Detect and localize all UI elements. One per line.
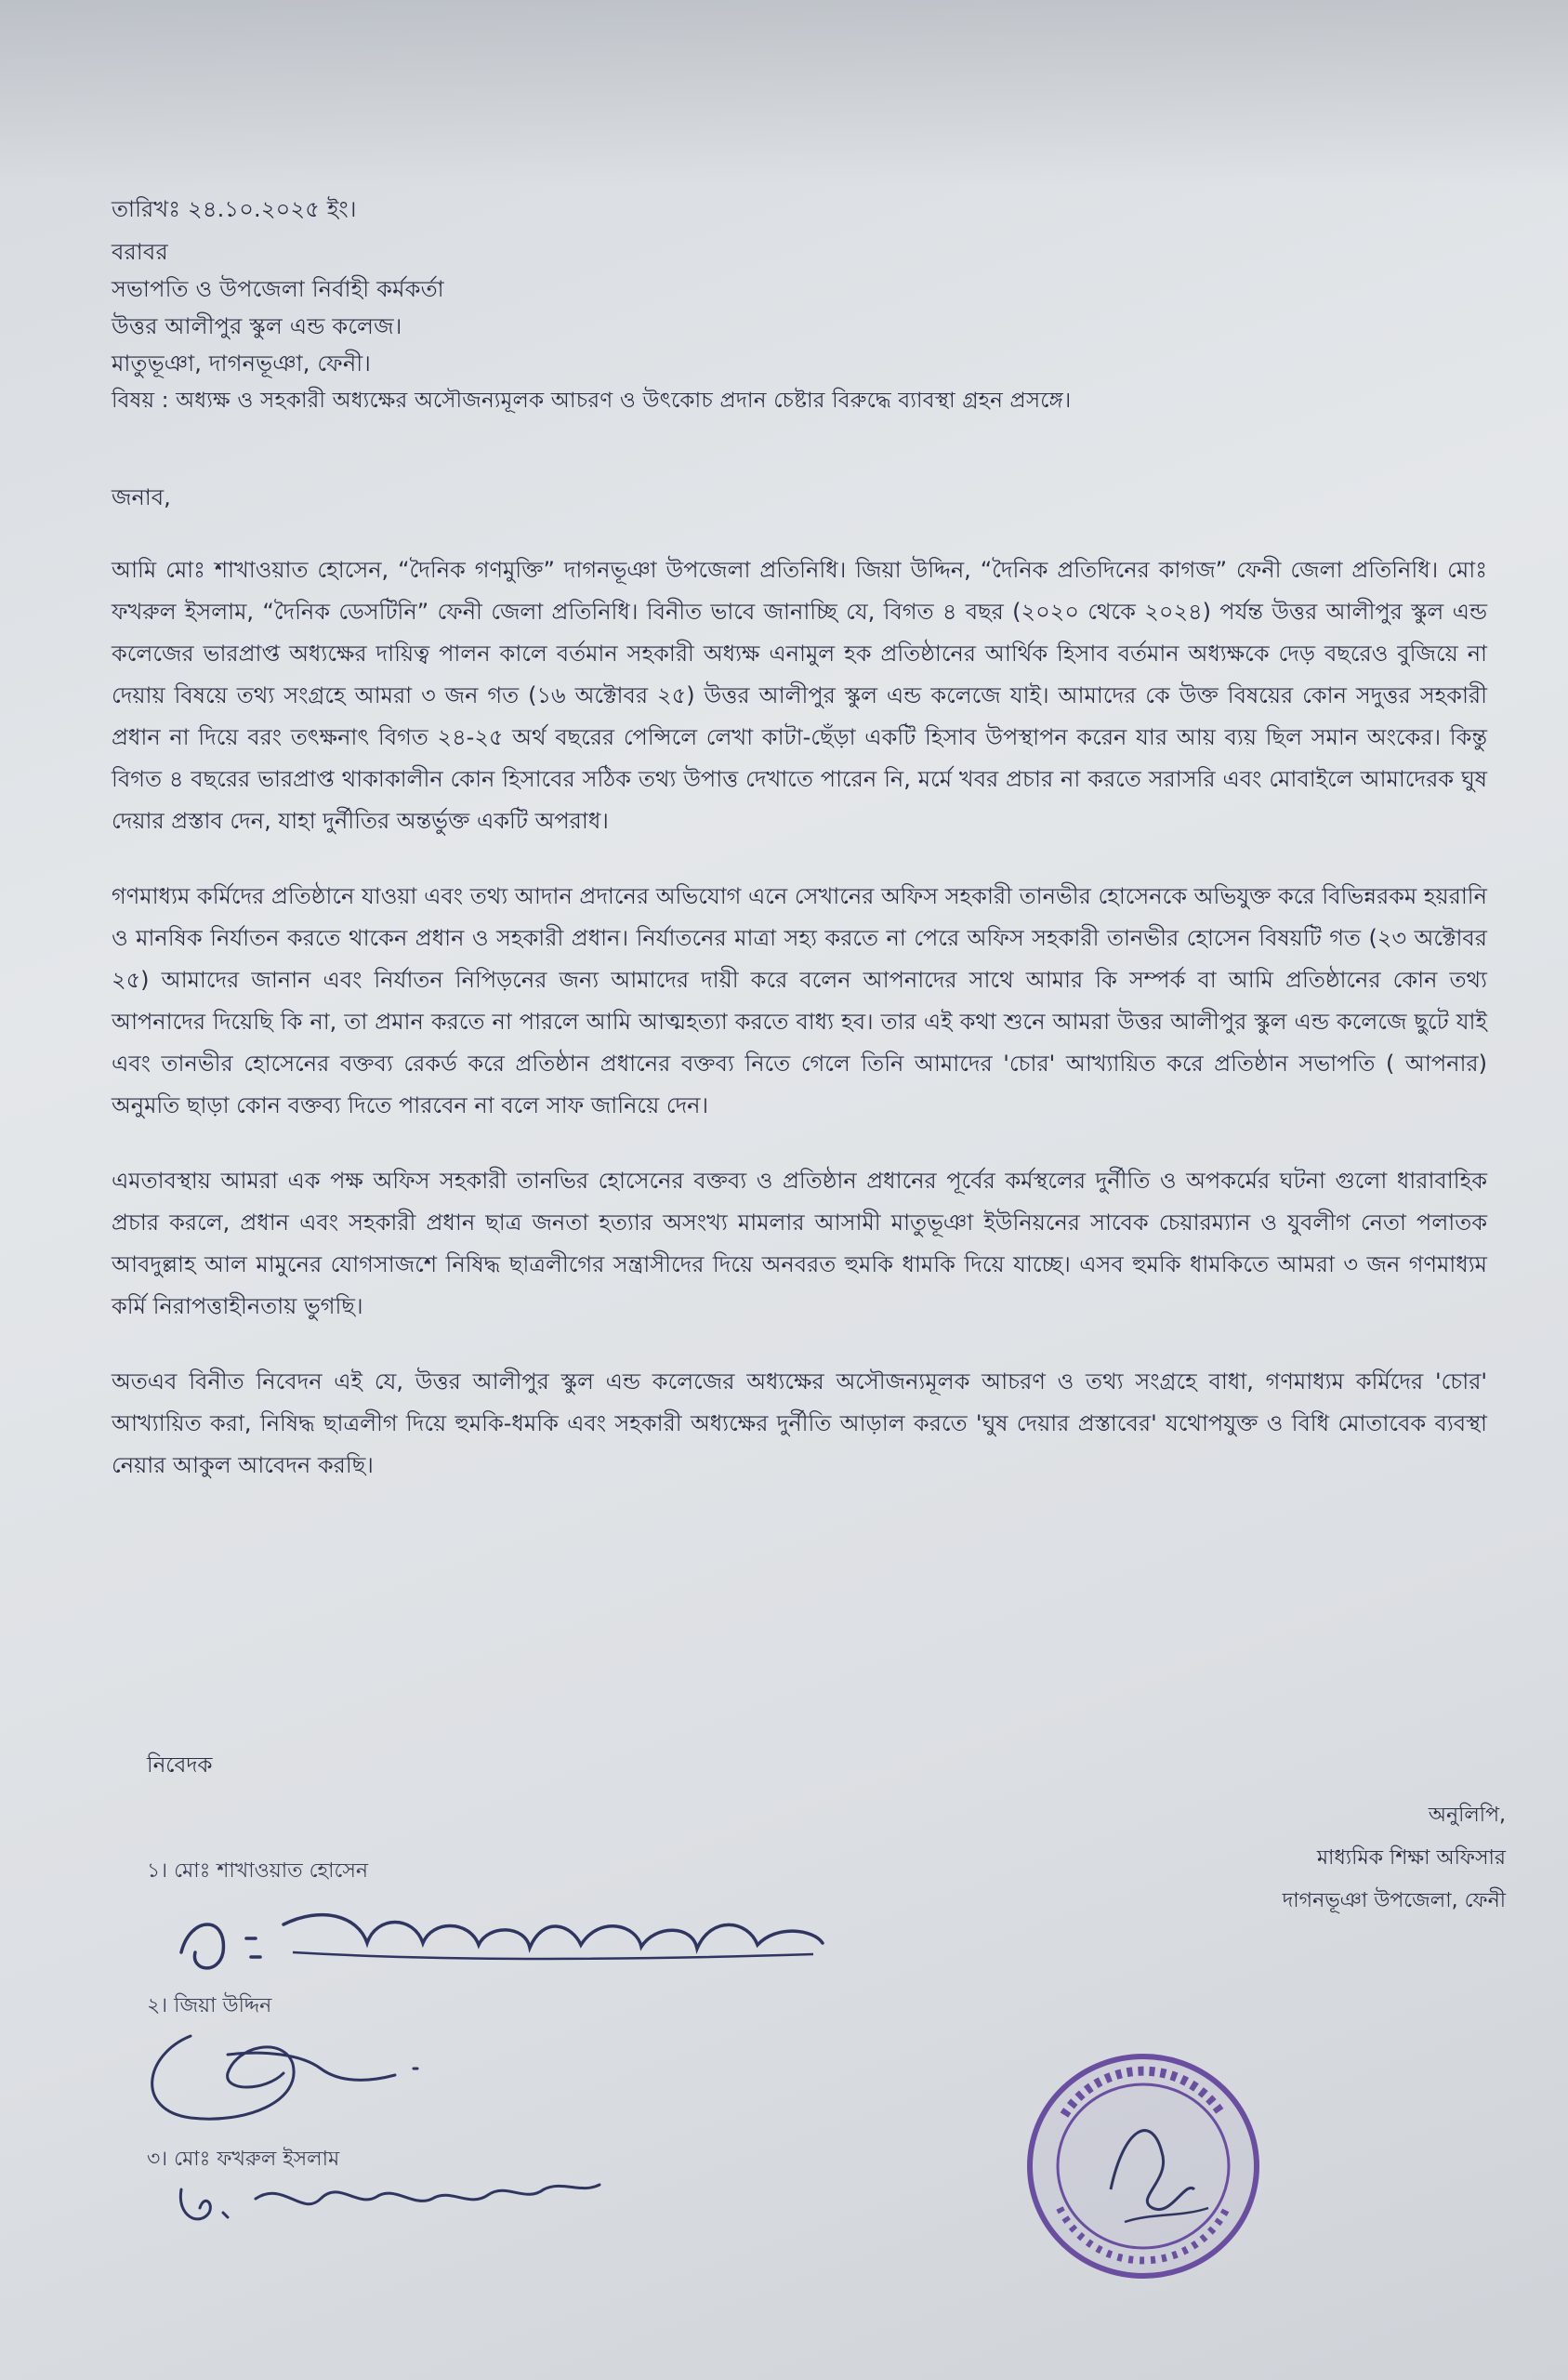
copy-to-line-2: দাগনভূঞা উপজেলা, ফেনী [1282, 1889, 1506, 1912]
letter-body [112, 191, 1487, 1520]
recipient-title: সভাপতি ও উপজেলা নির্বাহী কর্মকর্তা [112, 276, 444, 302]
signature-1 [172, 1887, 841, 1990]
signer-3-label: ৩। মোঃ ফখরুল ইসলাম [147, 2148, 340, 2171]
paragraph-3: এমতাবস্থায় আমরা এক পক্ষ অফিস সহকারী তানভির হোসেনের বক্তব্য ও প্রতিষ্ঠান প্রধানের পূর্বের কর্মস্থলের দুর্নীতি ও অপকর্মের ঘটনা গুলো ধারাবাহিক প্রচার করলে, প্রধান এবং সহকারী প্রধান ছাত্র জনতা হত্যার অসংখ্য মামলার আসামী মাতুভূঞা ইউনিয়নের সাবেক চেয়ারম্যান ও যুবলীগ নেতা পলাতক আবদুল্লাহ আল মামুনের যোগসাজশে নিষিদ্ধ ছাত্রলীগের সন্ত্রাসীদের দিয়ে অনবরত হুমকি ধামকি দিয়ে যাচ্ছে। এসব হুমকি ধামকিতে আমরা ৩ জন গণমাধ্যম কর্মি নিরাপত্তাহীনতায় ভুগছি। [112, 1168, 1487, 1319]
recipient-address: মাতুভূঞা, দাগনভূঞা, ফেনী। [112, 350, 372, 377]
copy-to-label: অনুলিপি, [1428, 1804, 1506, 1827]
paragraph-2: গণমাধ্যম কর্মিদের প্রতিষ্ঠানে যাওয়া এবং তথ্য আদান প্রদানের অভিযোগ এনে সেখানের অফিস সহকারী তানভীর হোসেনকে অভিযুক্ত করে বিভিন্নরকম হয়রানি ও মানষিক নির্যাতন করতে থাকেন প্রধান ও সহকারী প্রধান। নির্যাতনের মাত্রা সহ্য করতে না পেরে অফিস সহকারী তানভীর হোসেন বিষয়টি গত (২৩ অক্টোবর ২৫) আমাদের জানান এবং নির্যাতন নিপিড়নের জন্য আমাদের দায়ী করে বলেন আপনাদের সাথে আমার কি সম্পর্ক বা আমি প্রতিষ্ঠানের কোন তথ্য আপনাদের দিয়েছি কি না, তা প্রমান করতে না পারলে আমি আত্মহত্যা করতে বাধ্য হব। তার এই কথা শুনে আমরা উত্তর আলীপুর স্কুল এন্ড কলেজে ছুটে যাই এবং তানভীর হোসেনের বক্তব্য রেকর্ড করে প্রতিষ্ঠান প্রধানের বক্তব্য নিতে গেলে তিনি আমাদের 'চোর' আখ্যায়িত করে প্রতিষ্ঠান সভাপতি ( আপনার) অনুমতি ছাড়া কোন বক্তব্য দিতে পারবেন না বলে সাফ জানিয়ে দেন। [112, 883, 1487, 1118]
letter-date: তারিখঃ ২৪.১০.২০২৫ ইং। [112, 196, 357, 222]
copy-to-line-1: মাধ্যমিক শিক্ষা অফিসার [1316, 1846, 1506, 1870]
signer-1-label: ১। মোঃ শাখাওয়াত হোসেন [147, 1859, 369, 1883]
salutation: জনাব, [112, 484, 171, 510]
paragraph-4: অতএব বিনীত নিবেদন এই যে, উত্তর আলীপুর স্কুল এন্ড কলেজের অধ্যক্ষের অসৌজন্যমূলক আচরণ ও তথ্য সংগ্রহে বাধা, গণমাধ্যম কর্মিদের 'চোর' আখ্যায়িত করা, নিষিদ্ধ ছাত্রলীগ দিয়ে হুমকি-ধমকি এবং সহকারী অধ্যক্ষের দুর্নীতি আড়াল করতে 'ঘুষ দেয়ার প্রস্তাবের' যথোপযুক্ত ও বিধি মোতাবেক ব্যবস্থা নেয়ার আকুল আবেদন করছি। [112, 1368, 1487, 1478]
photo-shadow [0, 0, 1568, 186]
signature-3 [172, 2162, 618, 2236]
official-stamp-icon [1022, 2050, 1264, 2282]
recipient-org: উত্তর আলীপুর স্কুল এন্ড কলেজ। [112, 313, 402, 339]
signature-2 [135, 1999, 432, 2129]
subject-line: বিষয় : অধ্যক্ষ ও সহকারী অধ্যক্ষের অসৌজন্যমূলক আচরণ ও উৎকোচ প্রদান চেষ্টার বিরুদ্ধে ব্যাবস্থা গ্রহন প্রসঙ্গে। [112, 389, 1072, 413]
paragraph-1: আমি মোঃ শাখাওয়াত হোসেন, “দৈনিক গণমুক্তি” দাগনভূঞা উপজেলা প্রতিনিধি। জিয়া উদ্দিন, “দৈনিক প্রতিদিনের কাগজ” ফেনী জেলা প্রতিনিধি। মোঃ ফখরুল ইসলাম, “দৈনিক ডেসটিনি” ফেনী জেলা প্রতিনিধি। বিনীত ভাবে জানাচ্ছি যে, বিগত ৪ বছর (২০২০ থেকে ২০২৪) পর্যন্ত উত্তর আলীপুর স্কুল এন্ড কলেজের ভারপ্রাপ্ত অধ্যক্ষের দায়িত্ব পালন কালে বর্তমান সহকারী অধ্যক্ষ এনামুল হক প্রতিষ্ঠানের আর্থিক হিসাব বর্তমান অধ্যক্ষকে দেড় বছরেও বুজিয়ে না দেয়ায় বিষয়ে তথ্য সংগ্রহে আমরা ৩ জন গত (১৬ অক্টোবর ২৫) উত্তর আলীপুর স্কুল এন্ড কলেজে যাই। আমাদের কে উক্ত বিষয়ের কোন সদুত্তর সহকারী প্রধান না দিয়ে বরং তৎক্ষনাৎ বিগত ২৪-২৫ অর্থ বছরের পেন্সিলে লেখা কাটা-ছেঁড়া একটি হিসাব উপস্থাপন করেন যার আয় ব্যয় ছিল সমান অংকের। কিন্তু বিগত ৪ বছরের ভারপ্রাপ্ত থাকাকালীন কোন হিসাবের সঠিক তথ্য উপাত্ত দেখাতে পারেন নি, মর্মে খবর প্রচার না করতে সরাসরি এবং মোবাইলে আমাদেরক ঘুষ দেয়ার প্রস্তাব দেন, যাহা দুর্নীতির অন্তর্ভুক্ত একটি অপরাধ। [112, 557, 1487, 834]
to-label: বরাবর [112, 239, 168, 265]
closing-label: নিবেদক [147, 1753, 213, 1778]
signer-2-label: ২। জিয়া উদ্দিন [147, 1994, 272, 2017]
copy-to-block [1171, 1794, 1506, 1923]
